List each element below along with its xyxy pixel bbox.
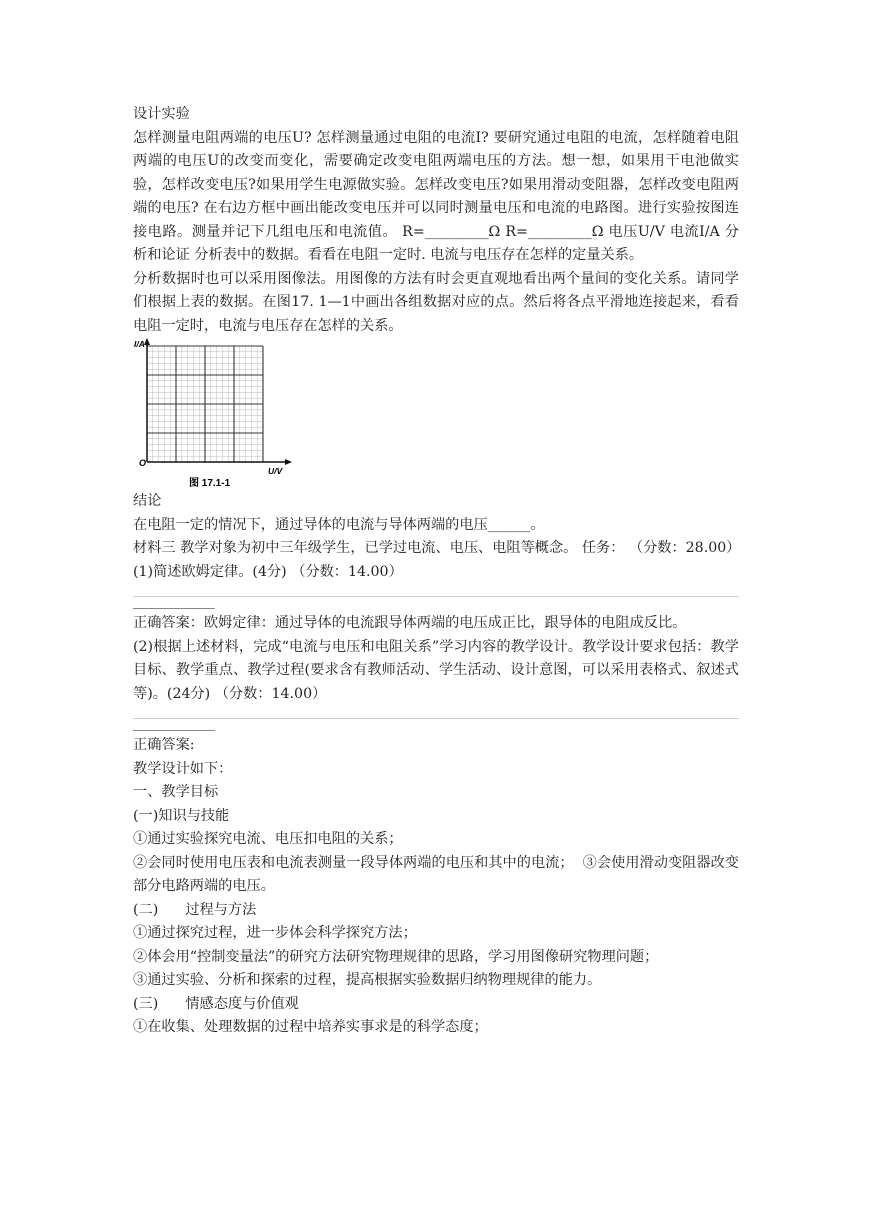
answer-2-line: ③通过实验、分析和探索的过程，提高根据实验数据归纳物理规律的能力。 [133, 972, 602, 988]
answer-2-line: (一)知识与技能 [133, 807, 230, 824]
paragraph-material-three: 材料三 教学对象为初中三年级学生，已学过电流、电压、电阻等概念。 任务： （分数：28.00） [133, 540, 741, 556]
paragraph-graph-method: 分析数据时也可以采用图像法。用图像的方法有时会更直观地看出两个量间的变化关系。请同学们根据上表的数据。在图17. 1—1中画出各组数据对应的点。然后将各点平滑地连接起来，看看电阻一定时，电流与电压存在怎样的关系。 [133, 270, 739, 334]
question-1: (1)简述欧姆定律。(4分) （分数：14.00） [133, 563, 403, 580]
answer-2-body [133, 758, 739, 1040]
answer-1: 正确答案：欧姆定律：通过导体的电流跟导体两端的电压成正比，跟导体的电阻成反比。 [133, 615, 687, 631]
question-2: (2)根据上述材料，完成“电流与电压和电阻关系”学习内容的教学设计。教学设计要求包括：教学目标、教学重点、教学过程(要求含有教师活动、学生活动、设计意图，可以采用表格式、叙述式等)。(24分) （分数：14.00） [133, 638, 739, 702]
x-axis-label: U/V [268, 466, 283, 476]
answer-2-line: (三) 情感态度与价值观 [133, 995, 299, 1012]
answer-2-line: ①通过探究过程，进一步体会科学探究方法； [133, 925, 417, 941]
paragraph-experiment-design: 怎样测量电阻两端的电压U? 怎样测量通过电阻的电流I? 要研究通过电阻的电流，怎样随着电阻两端的电压U的改变而变化，需要确定改变电阻两端电压的方法。想一想，如果用干电池做实验，怎样改变电压?如果用学生电源做实验。怎样改变电压?如果用滑动变阻器，怎样改变电阻两端的电压? 在右边方框中画出能改变电压并可以同时测量电压和电流的电路图。进行实验按图连接电路。测量并记下几组电压和电流值。 R=_________Ω R=_________Ω 电压U/V 电流I/A 分析和论证 分析表中的数据。看看在电阻一定时. 电流与电压存在怎样的定量关系。 [133, 129, 739, 263]
figure-caption: 图 17.1-1 [189, 478, 231, 489]
y-axis-label: I/A [134, 339, 145, 349]
figure-iu-graph [133, 338, 293, 490]
answer-2-line: 教学设计如下： [133, 760, 233, 777]
answer-2-line: ①通过实验探究电流、电压扣电阻的关系； [133, 831, 403, 847]
answer-2-line: (二) 过程与方法 [133, 901, 257, 918]
iu-graph-svg [133, 338, 293, 490]
paragraph-conclusion: 在电阻一定的情况下，通过导体的电流与导体两端的电压______。 [133, 516, 545, 533]
answer-2-line: 一、教学目标 [133, 784, 219, 800]
answer-2-line: ②会同时使用电压表和电流表测量一段导体两端的电压和其中的电流； ③会使用滑动变阻器改变部分电路两端的电压。 [133, 854, 739, 894]
answer-2-line: ②体会用“控制变量法”的研究方法研究物理规律的思路，学习用图像研究物理问题； [133, 948, 659, 965]
section-title-conclusion: 结论 [133, 493, 162, 509]
y-axis-arrow-icon [144, 338, 150, 345]
document-page [133, 103, 739, 1040]
answer-2-label: 正确答案: [133, 737, 195, 753]
answer-line-2 [133, 718, 739, 719]
section-title-design-experiment: 设计实验 [133, 106, 190, 122]
x-axis-arrow-icon [285, 459, 292, 465]
answer-2-line: ①在收集、处理数据的过程中培养实事求是的科学态度； [133, 1019, 488, 1035]
origin-label: O [139, 458, 147, 468]
answer-line-1 [133, 596, 739, 597]
